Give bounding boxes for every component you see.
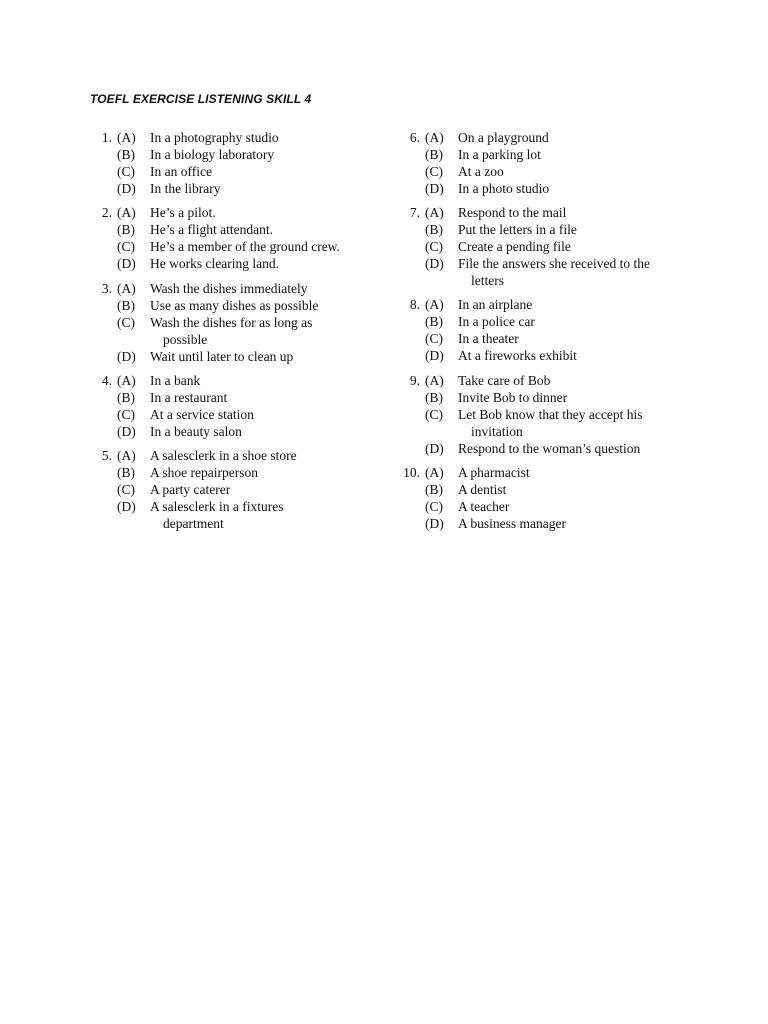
question-3 xyxy=(90,280,380,365)
option-text: In an office xyxy=(150,164,212,179)
option-text: At a zoo xyxy=(458,164,504,179)
option-letter: (D) xyxy=(425,348,444,363)
question-1 xyxy=(90,129,380,197)
option-text: In the library xyxy=(150,181,221,196)
option-text: Take care of Bob xyxy=(458,373,551,388)
option-a xyxy=(398,296,688,313)
option-b xyxy=(398,481,688,498)
option-text: Put the letters in a file xyxy=(458,222,577,237)
option-c xyxy=(398,163,688,180)
option-c xyxy=(90,481,380,498)
option-letter: (C) xyxy=(425,164,443,179)
option-text: Let Bob know that they accept his invitation xyxy=(458,407,643,439)
option-letter: (D) xyxy=(425,516,444,531)
question-number: 3. xyxy=(101,281,112,296)
option-text: A shoe repairperson xyxy=(150,465,258,480)
question-4 xyxy=(90,372,380,440)
question-5 xyxy=(90,447,380,532)
option-text: At a service station xyxy=(150,407,254,422)
option-letter: (B) xyxy=(117,465,135,480)
option-c xyxy=(90,406,380,423)
option-letter: (D) xyxy=(425,256,444,271)
option-d xyxy=(398,440,688,457)
option-text: In a beauty salon xyxy=(150,424,242,439)
option-a xyxy=(398,204,688,221)
option-letter: (B) xyxy=(425,390,443,405)
option-b xyxy=(398,146,688,163)
question-number: 9. xyxy=(409,373,420,388)
question-2 xyxy=(90,204,380,272)
option-letter: (D) xyxy=(117,424,136,439)
option-d xyxy=(398,515,688,532)
question-number: 1. xyxy=(101,130,112,145)
option-b xyxy=(90,389,380,406)
option-text: A salesclerk in a shoe store xyxy=(150,448,297,463)
option-c xyxy=(90,238,380,255)
option-d xyxy=(90,498,340,532)
option-letter: (A) xyxy=(425,297,444,312)
option-letter: (B) xyxy=(425,147,443,162)
option-c xyxy=(398,330,688,347)
page-title: TOEFL EXERCISE LISTENING SKILL 4 xyxy=(90,92,312,106)
option-letter: (B) xyxy=(425,314,443,329)
option-text: Wash the dishes for as long as possible xyxy=(150,315,313,347)
option-a xyxy=(90,372,380,389)
question-number: 2. xyxy=(101,205,112,220)
option-letter: (C) xyxy=(117,482,135,497)
option-text: In a bank xyxy=(150,373,201,388)
option-text: At a fireworks exhibit xyxy=(458,348,577,363)
option-b xyxy=(90,464,380,481)
option-c xyxy=(90,163,380,180)
option-letter: (B) xyxy=(117,390,135,405)
option-text: Use as many dishes as possible xyxy=(150,298,319,313)
option-letter: (B) xyxy=(117,298,135,313)
option-text: In a police car xyxy=(458,314,535,329)
option-text: On a playground xyxy=(458,130,549,145)
question-9 xyxy=(398,372,688,457)
option-a xyxy=(90,447,380,464)
option-b xyxy=(398,221,688,238)
option-letter: (B) xyxy=(425,222,443,237)
option-letter: (C) xyxy=(425,407,443,422)
option-text: A pharmacist xyxy=(458,465,530,480)
option-letter: (D) xyxy=(425,181,444,196)
option-text: In an airplane xyxy=(458,297,533,312)
option-text: In a theater xyxy=(458,331,519,346)
option-letter: (A) xyxy=(117,130,136,145)
option-letter: (C) xyxy=(117,164,135,179)
option-letter: (B) xyxy=(117,147,135,162)
question-6 xyxy=(398,129,688,197)
option-letter: (A) xyxy=(425,465,444,480)
option-a xyxy=(90,204,380,221)
option-a xyxy=(398,129,688,146)
option-text: A party caterer xyxy=(150,482,231,497)
option-text: Create a pending file xyxy=(458,239,571,254)
option-d xyxy=(90,255,380,272)
option-c xyxy=(398,406,673,440)
option-d xyxy=(398,255,683,289)
option-letter: (A) xyxy=(425,205,444,220)
option-text: In a biology laboratory xyxy=(150,147,275,162)
option-text: File the answers she received to the letters xyxy=(458,256,650,288)
option-letter: (C) xyxy=(117,239,135,254)
option-text: In a restaurant xyxy=(150,390,228,405)
option-text: A dentist xyxy=(458,482,507,497)
option-letter: (D) xyxy=(425,441,444,456)
option-a xyxy=(90,129,380,146)
option-letter: (A) xyxy=(425,373,444,388)
option-text: In a parking lot xyxy=(458,147,541,162)
option-letter: (C) xyxy=(425,239,443,254)
option-text: Wait until later to clean up xyxy=(150,349,294,364)
question-number: 8. xyxy=(409,297,420,312)
option-a xyxy=(398,464,688,481)
option-c xyxy=(90,314,340,348)
option-letter: (D) xyxy=(117,181,136,196)
option-text: Respond to the woman’s question xyxy=(458,441,641,456)
option-text: A business manager xyxy=(458,516,566,531)
option-letter: (A) xyxy=(117,448,136,463)
option-letter: (A) xyxy=(425,130,444,145)
option-text: He works clearing land. xyxy=(150,256,279,271)
option-c xyxy=(398,498,688,515)
question-number: 6. xyxy=(409,130,420,145)
option-letter: (A) xyxy=(117,281,136,296)
option-a xyxy=(398,372,688,389)
option-text: A salesclerk in a fixtures department xyxy=(150,499,284,531)
question-number: 7. xyxy=(409,205,420,220)
question-10 xyxy=(398,464,688,532)
option-text: He’s a pilot. xyxy=(150,205,216,220)
option-letter: (C) xyxy=(117,315,135,330)
option-text: Wash the dishes immediately xyxy=(150,281,308,296)
option-letter: (A) xyxy=(117,205,136,220)
option-letter: (C) xyxy=(425,499,443,514)
option-b xyxy=(90,221,380,238)
option-letter: (C) xyxy=(117,407,135,422)
option-a xyxy=(90,280,380,297)
option-text: In a photo studio xyxy=(458,181,550,196)
option-text: In a photography studio xyxy=(150,130,279,145)
option-text: He’s a flight attendant. xyxy=(150,222,273,237)
option-d xyxy=(398,347,688,364)
option-letter: (A) xyxy=(117,373,136,388)
option-d xyxy=(90,423,380,440)
option-d xyxy=(90,180,380,197)
question-number: 10. xyxy=(403,465,420,480)
option-b xyxy=(90,146,380,163)
option-letter: (C) xyxy=(425,331,443,346)
question-7 xyxy=(398,204,688,289)
option-d xyxy=(398,180,688,197)
option-letter: (D) xyxy=(117,499,136,514)
option-letter: (B) xyxy=(117,222,135,237)
question-8 xyxy=(398,296,688,364)
option-text: He’s a member of the ground crew. xyxy=(150,239,340,254)
option-d xyxy=(90,348,380,365)
option-letter: (D) xyxy=(117,349,136,364)
option-c xyxy=(398,238,688,255)
option-text: Respond to the mail xyxy=(458,205,567,220)
option-b xyxy=(398,389,688,406)
question-number: 4. xyxy=(101,373,112,388)
option-b xyxy=(398,313,688,330)
option-letter: (D) xyxy=(117,256,136,271)
option-letter: (B) xyxy=(425,482,443,497)
question-number: 5. xyxy=(101,448,112,463)
option-b xyxy=(90,297,380,314)
option-text: Invite Bob to dinner xyxy=(458,390,568,405)
option-text: A teacher xyxy=(458,499,510,514)
